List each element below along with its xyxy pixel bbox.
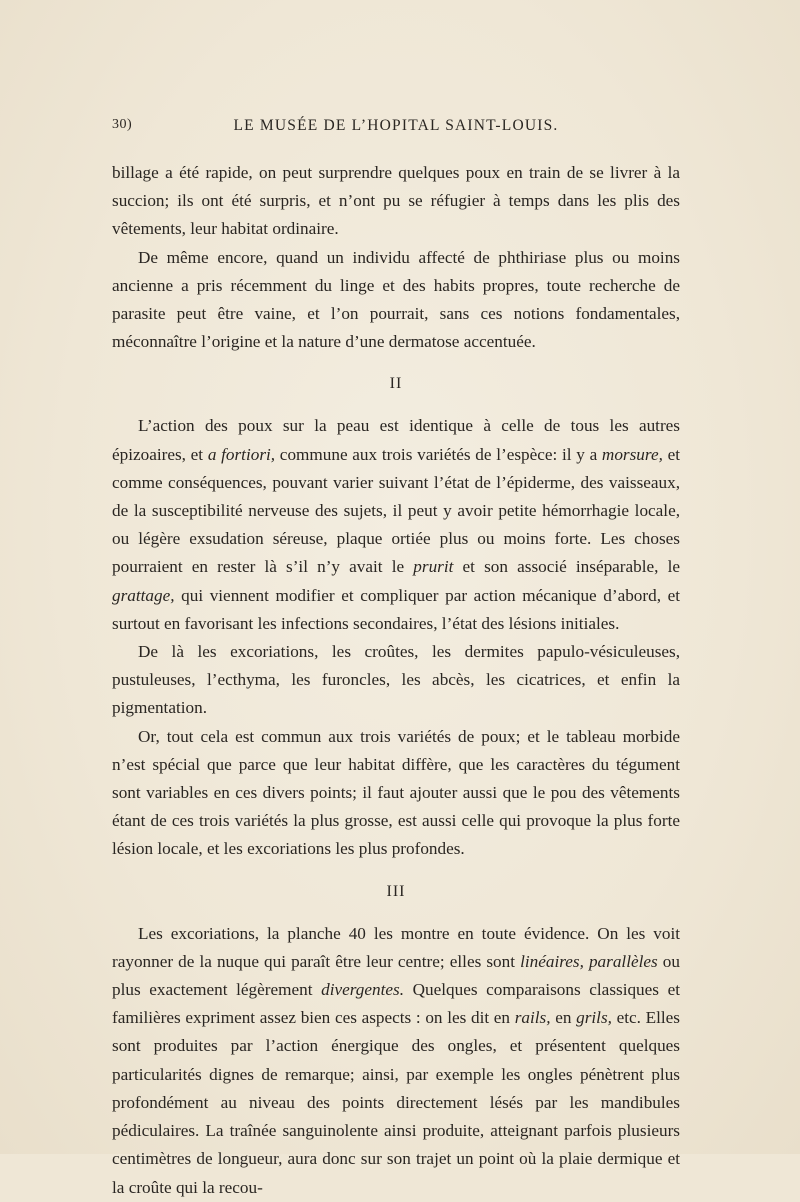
- paragraph-6-text-b: ou plus exactement légèrement: [112, 951, 680, 1000]
- paragraph-6-italic-rails: rails,: [514, 1008, 551, 1028]
- paragraph-6-italic-lineaires: linéaires, parallèles: [520, 951, 658, 971]
- paragraph-3-italic-a-fortiori: a fortiori,: [207, 444, 276, 464]
- paragraph-3-italic-grattage: grattage,: [112, 585, 175, 605]
- section-heading-ii: II: [389, 375, 403, 393]
- paragraph-3-italic-prurit: prurit: [413, 557, 454, 577]
- paragraph-3-text-a: L’action des poux sur la peau est identique à celle de tous les autres épizoaires, et: [112, 416, 680, 464]
- paragraph-3-text-d: et son associé inséparable, le: [453, 557, 681, 577]
- paragraph-1: billage a été rapide, on peut surprendre quelques poux en train de se livrer à la succion; ils ont été surpris, et n’ont pu se réfugier à temps dans les plis des vêtements, leur habitat ordinaire.: [112, 163, 680, 239]
- body-text: [112, 159, 680, 1202]
- paragraph-6-text-a: Les excoriations, la planche 40 les montre en toute évidence. On les voit rayonner de la nuque qui paraît être leur centre; elles sont: [112, 923, 680, 971]
- running-head: LE MUSÉE DE L’HOPITAL SAINT-LOUIS.: [233, 117, 559, 134]
- paragraph-6-italic-grils: grils,: [576, 1008, 612, 1028]
- paragraph-4: De là les excoriations, les croûtes, les dermites papulo-vésiculeuses, pustuleuses, l’ecthyma, les furoncles, les abcès, les cicatrices, et enfin la pigmentation.: [112, 642, 680, 718]
- paragraph-3-text-e: qui viennent modifier et compliquer par action mécanique d’abord, et surtout en favorisant les infections secondaires, l’état des lésions initiales.: [112, 585, 680, 633]
- paragraph-3-italic-morsure: morsure,: [601, 444, 663, 464]
- paragraph-6-text-d: en: [550, 1008, 577, 1028]
- paragraph-6: [112, 920, 680, 1202]
- section-heading-iii: III: [386, 882, 406, 900]
- paragraph-5: Or, tout cela est commun aux trois variétés de poux; et le tableau morbide n’est spécial que parce que leur habitat diffère, que les caractères du tégument sont variables en ces divers points; il faut ajouter aussi que le pou des vêtements étant de ces trois variétés la plus grosse, est aussi celle qui provoque la plus forte lésion locale, et les excoriations les plus profondes.: [112, 726, 680, 859]
- paragraph-6-text-c: Quelques comparaisons classiques et familières expriment assez bien ces aspects : on les dit en: [112, 980, 680, 1028]
- paragraph-6-text-e: etc. Elles sont produites par l’action énergique des ongles, et présentent quelques particularités dignes de remarque; ainsi, par exemple les ongles pénètrent plus profondément au niveau des points directement lésés par les mandibules pédiculaires. La traînée sanguinolente ainsi produite, atteignant parfois plusieurs centimètres de longueur, aura donc sur son trajet un point où la plaie dermique et la croûte qui la recou-: [112, 1008, 680, 1197]
- paragraph-2: De même encore, quand un individu affecté de phthiriase plus ou moins ancienne a pris récemment du linge et des habits propres, toute recherche de parasite peut être vaine, et l’on pourrait, sans ces notions fondamentales, méconnaître l’origine et la nature d’une dermatose accentuée.: [112, 247, 680, 352]
- page-header: [112, 117, 680, 137]
- paragraph-3-text-b: commune aux trois variétés de l’espèce: il y a: [275, 444, 602, 464]
- paragraph-3-text-c: et comme conséquences, pouvant varier suivant l’état de l’épiderme, des vaisseaux, de la susceptibilité nerveuse des sujets, il peut y avoir petite hémorrhagie locale, ou légère exsudation séreuse, plaque ortiée plus ou moins forte. Les choses pourraient en rester là s’il n’y avait le: [112, 444, 680, 577]
- paragraph-6-italic-divergentes: divergentes.: [321, 980, 404, 1000]
- page-number: 30): [112, 117, 133, 132]
- paragraph-3: [112, 412, 680, 638]
